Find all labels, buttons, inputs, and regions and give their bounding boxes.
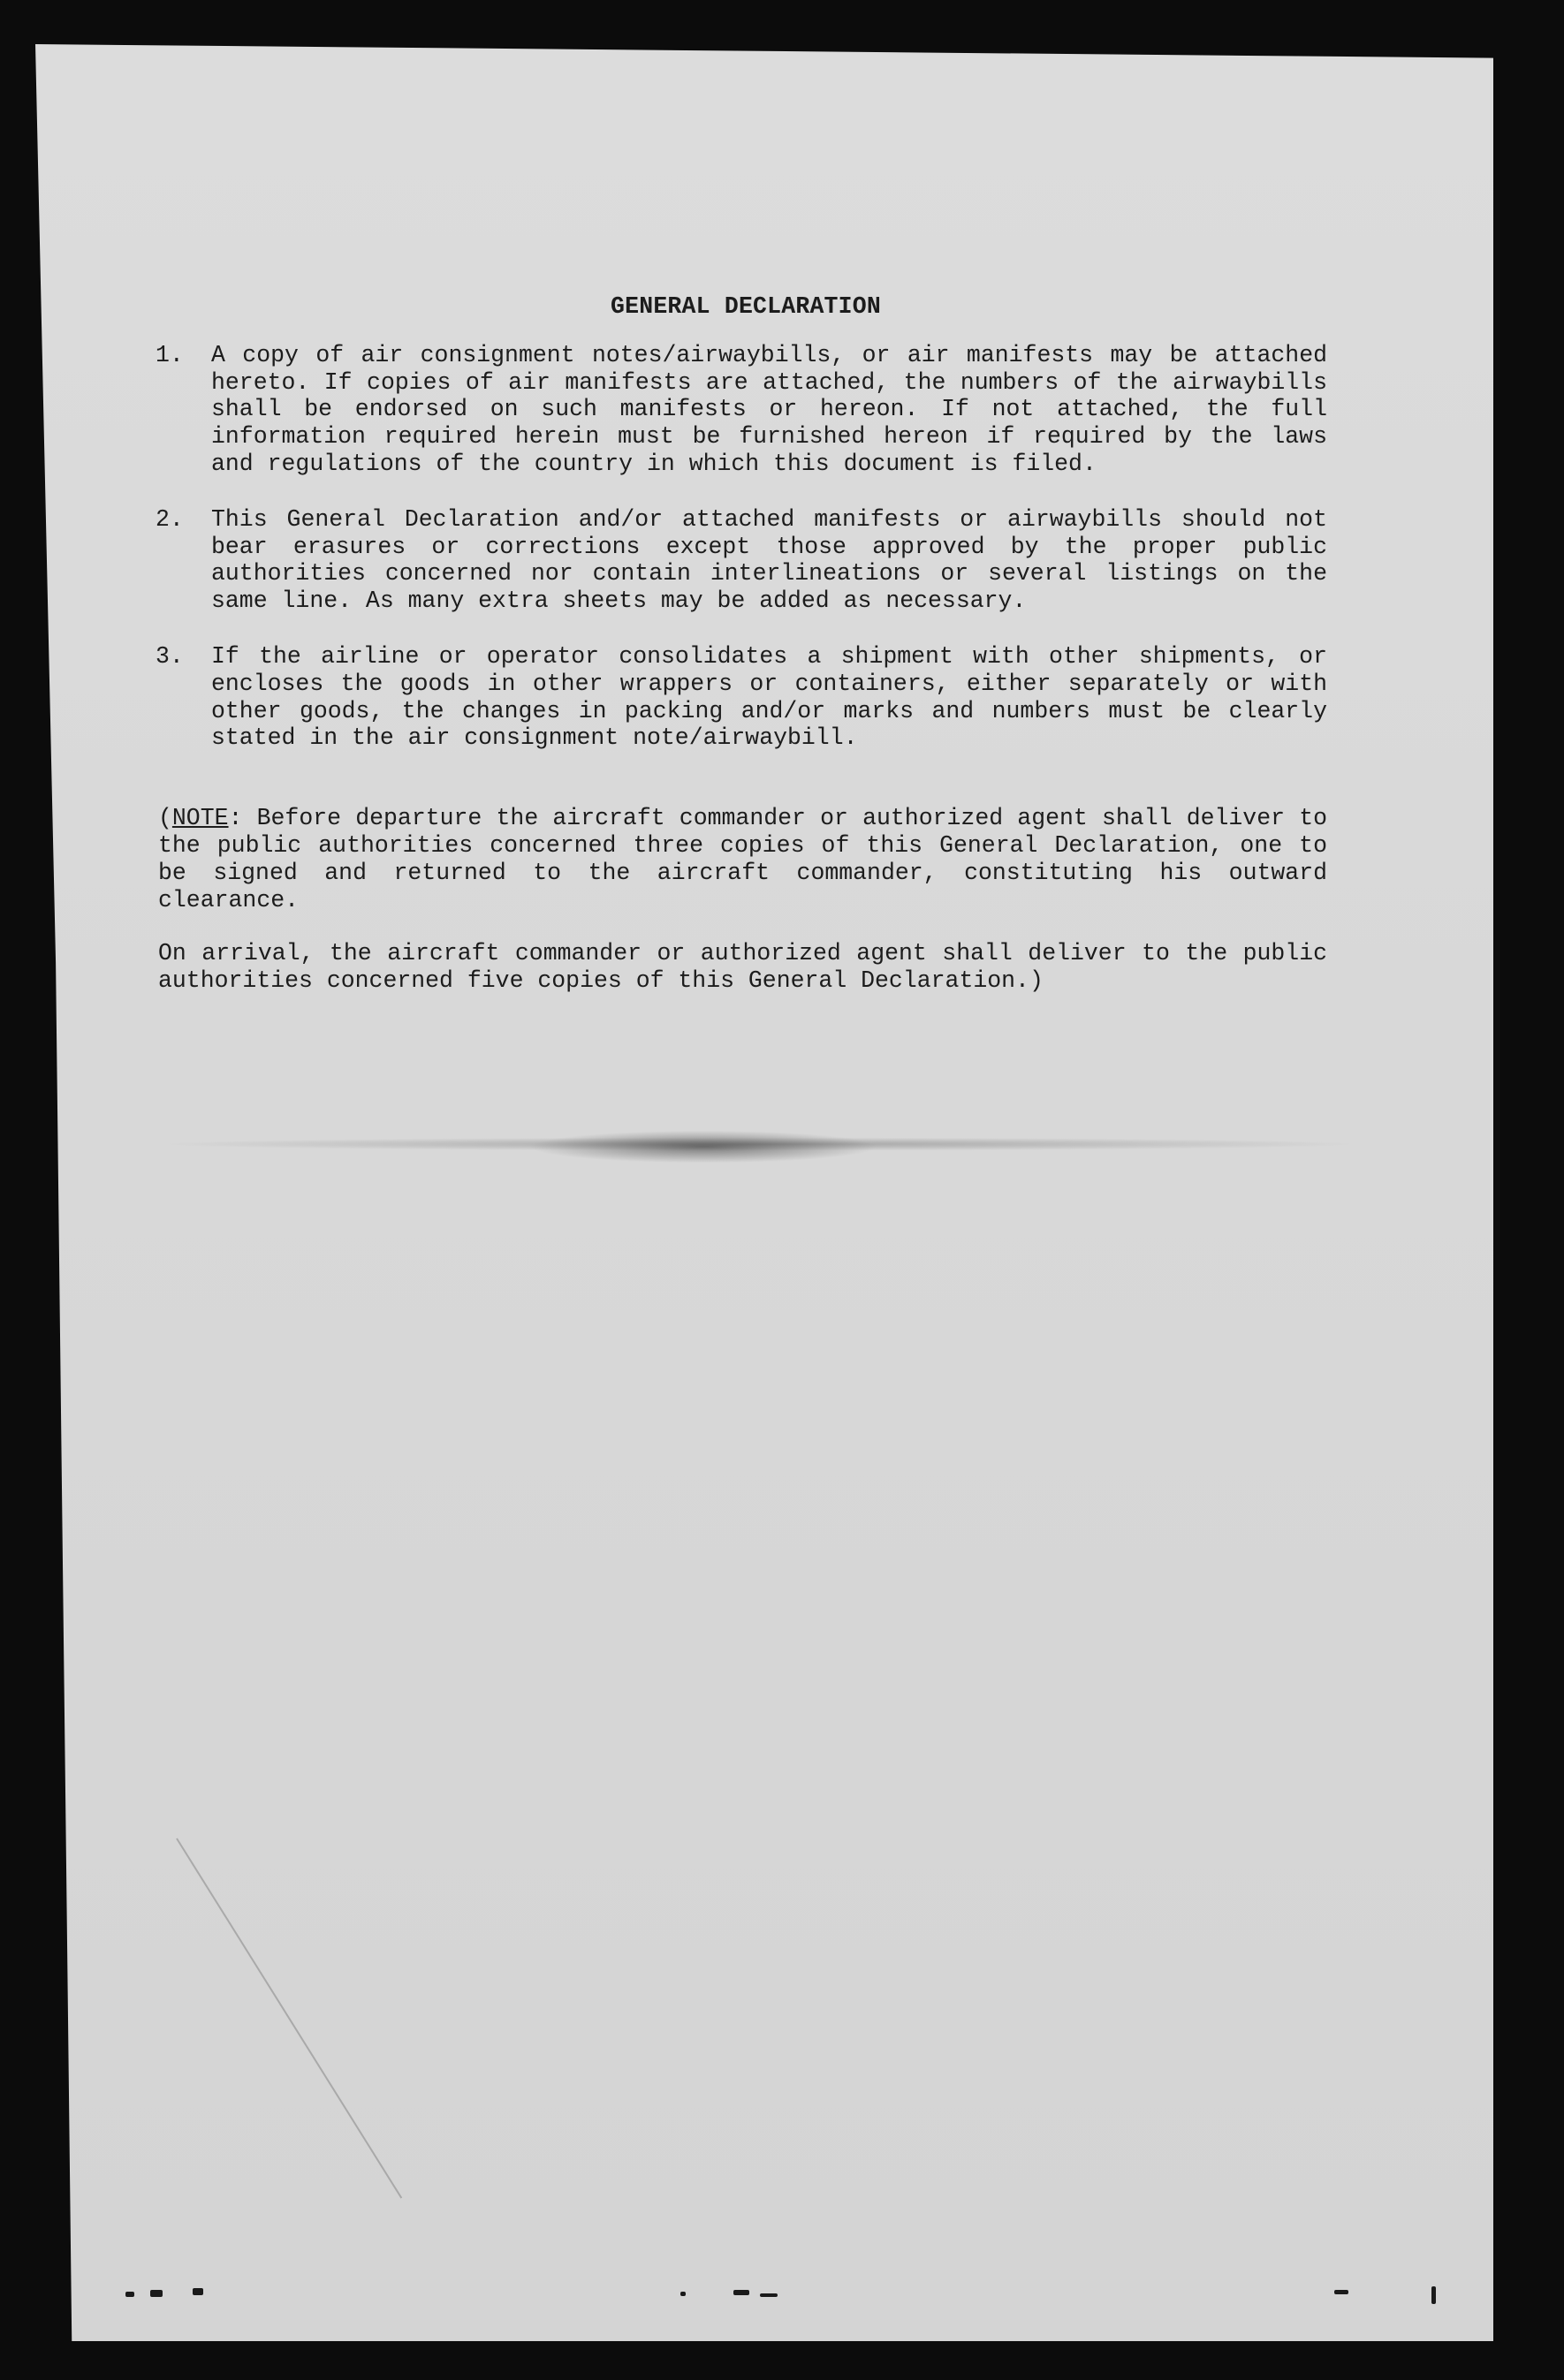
speck [150,2290,163,2297]
item-text: If the airline or operator consolidates a shipment with other shipments, or encloses the goods in other wrappers or containers, either separately or with other goods, the changes in packing and/or marks and numbers must be clearly stated in the air consignment note/airwaybill. [211,642,1327,752]
list-item [156,506,1327,615]
note-label: NOTE [171,805,229,832]
speck [733,2290,749,2295]
list-item [156,342,1327,478]
item-number: 2. [156,505,184,533]
bottom-edge-specks [115,2286,1458,2304]
document-title: GENERAL DECLARATION [611,293,881,320]
note-paragraph [158,805,1327,913]
item-text: This General Declaration and/or attached manifests or airwaybills should not bear erasures or corrections except those approved by the proper public authorities concerned nor contain interlineations or several listings on the same line. As many extra sheets may be added as necessary. [211,505,1327,615]
speck [1431,2286,1436,2304]
speck [760,2293,778,2297]
item-number: 1. [156,341,184,368]
speck [125,2292,134,2297]
speck [680,2292,686,2296]
speck [1334,2290,1348,2294]
arrival-paragraph: On arrival, the aircraft commander or authorized agent shall deliver to the public authorities concerned five copies of this General Declaration.) [158,940,1327,995]
note-text: Before departure the aircraft commander or authorized agent shall deliver to the public authorities concerned three copies of this General Declaration, one to be signed and returned to the aircraft commander, constituting his outward clearance. [158,805,1327,913]
list-item [156,643,1327,752]
fold-stain [53,1120,1467,1173]
note-colon: : [228,805,243,832]
note-open-paren: ( [158,805,172,832]
declaration-text [156,293,1327,995]
speck [193,2288,203,2295]
item-number: 3. [156,642,184,670]
item-text: A copy of air consignment notes/airwaybills, or air manifests may be attached hereto. If copies of air manifests are attached, the numbers of the airwaybills shall be endorsed on such manifests or hereon. If not attached, the full information required herein must be furnished hereon if required by the laws and regulations of the country in which this document is filed. [211,341,1327,477]
